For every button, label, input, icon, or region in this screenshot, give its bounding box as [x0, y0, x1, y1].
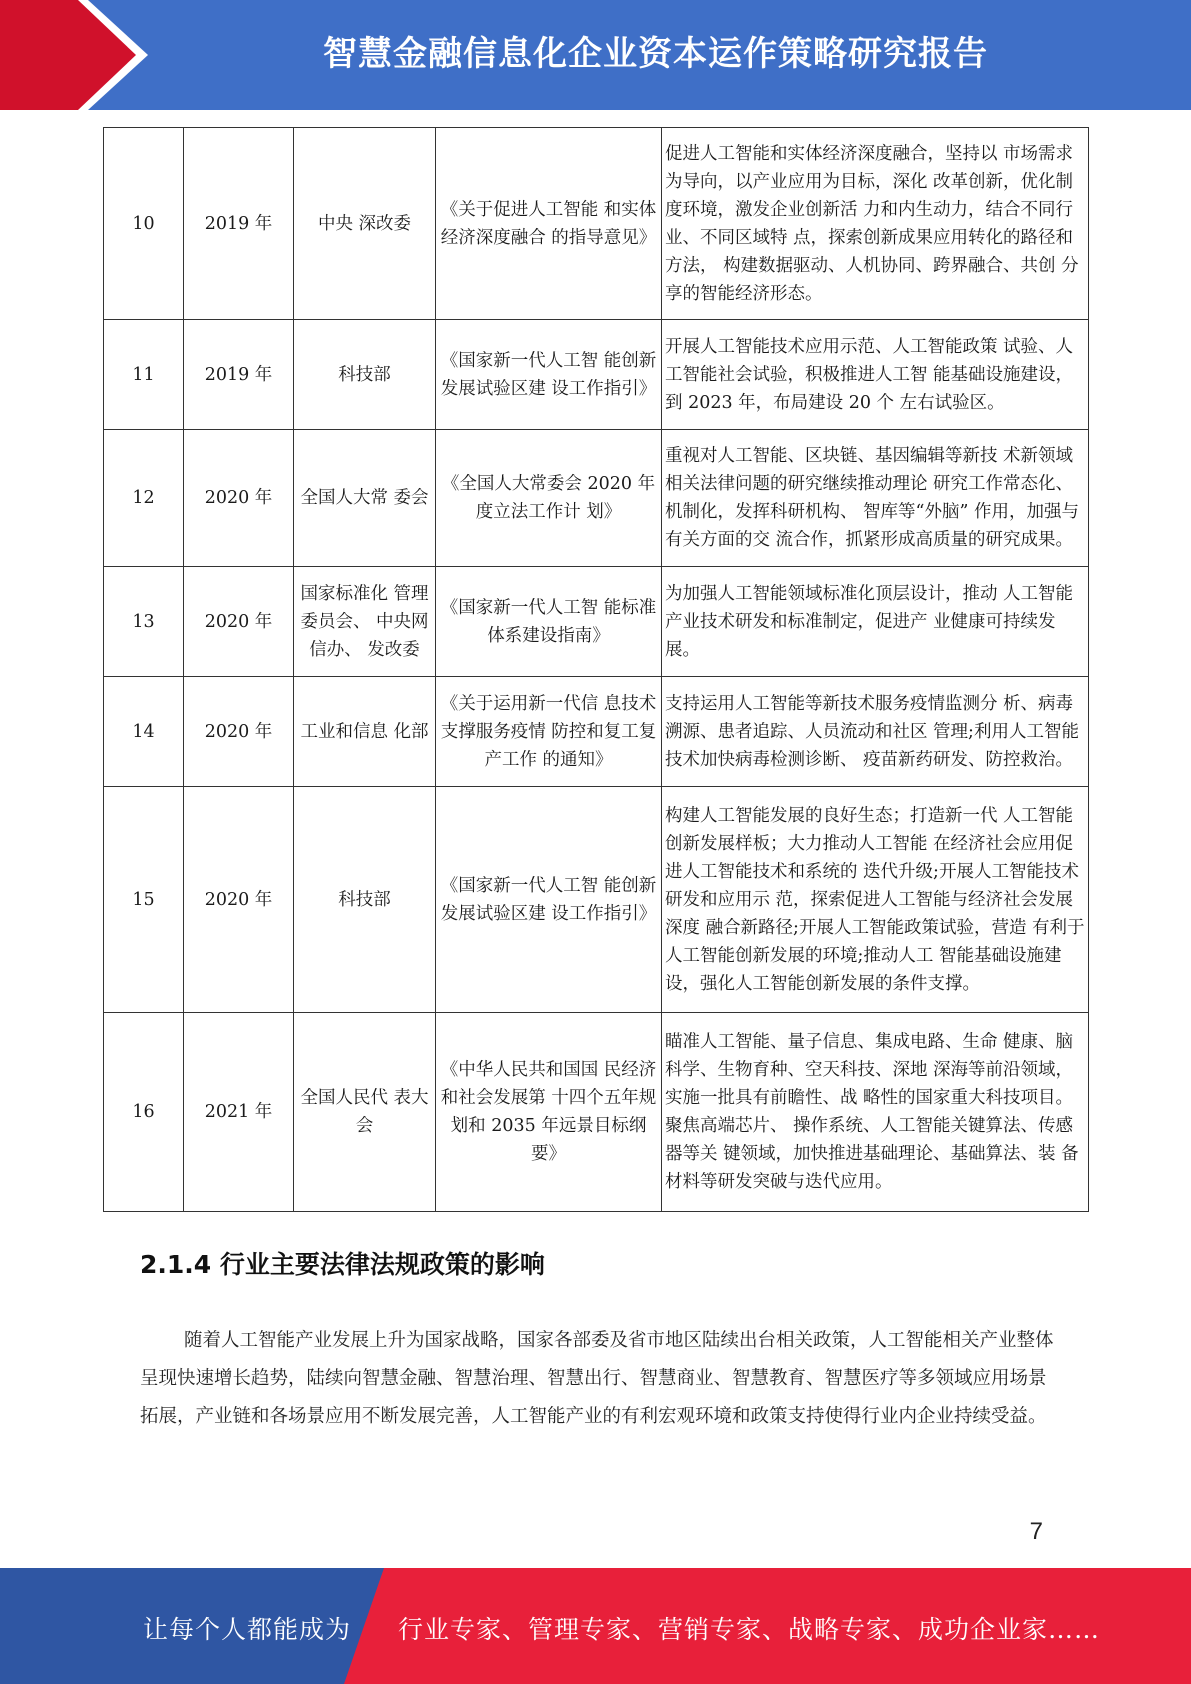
table-row: [104, 128, 1089, 320]
table-row: [104, 787, 1089, 1013]
cell-document: 《国家新一代人工智 能创新发展试验区建 设工作指引》: [436, 787, 662, 1013]
cell-no: 10: [104, 128, 184, 320]
header-banner: [0, 0, 1191, 110]
cell-document: 《中华人民共和国国 民经济和社会发展第 十四个五年规划和 2035 年远景目标纲要》: [436, 1013, 662, 1212]
cell-year: 2020 年: [184, 787, 294, 1013]
cell-no: 15: [104, 787, 184, 1013]
cell-no: 13: [104, 567, 184, 677]
cell-content: 重视对人工智能、区块链、基因编辑等新技 术新领域相关法律问题的研究继续推动理论 研究工作常态化、机制化，发挥科研机构、 智库等“外脑” 作用，加强与有关方面的交 流合作，抓紧形成高质量的研究成果。: [662, 430, 1089, 567]
table-row: [104, 677, 1089, 787]
policy-table: [103, 127, 1089, 1212]
cell-content: 为加强人工智能领域标准化顶层设计，推动 人工智能产业技术研发和标准制定，促进产 业健康可持续发展。: [662, 567, 1089, 677]
footer-slogan-left: 让每个人都能成为: [143, 1615, 352, 1644]
cell-no: 14: [104, 677, 184, 787]
cell-document: 《国家新一代人工智 能创新发展试验区建 设工作指引》: [436, 320, 662, 430]
cell-document: 《国家新一代人工智 能标准体系建设指南》: [436, 567, 662, 677]
cell-year: 2019 年: [184, 128, 294, 320]
cell-issuer: 科技部: [294, 320, 436, 430]
cell-issuer: 工业和信息 化部: [294, 677, 436, 787]
cell-content: 瞄准人工智能、量子信息、集成电路、生命 健康、脑科学、生物育种、空天科技、深地 深海等前沿领域，实施一批具有前瞻性、战 略性的国家重大科技项目。聚焦高端芯片、 操作系统、人工智能关键算法、传感器等关 键领域，加快推进基础理论、基础算法、装 备材料等研发突破与迭代应用。: [662, 1013, 1089, 1212]
table-row: [104, 320, 1089, 430]
table-row: [104, 430, 1089, 567]
cell-issuer: 国家标准化 管理委员会、 中央网信办、 发改委: [294, 567, 436, 677]
cell-issuer: 全国人民代 表大会: [294, 1013, 436, 1212]
cell-year: 2020 年: [184, 430, 294, 567]
cell-no: 12: [104, 430, 184, 567]
cell-document: 《关于运用新一代信 息技术支撑服务疫情 防控和复工复产工作 的通知》: [436, 677, 662, 787]
cell-year: 2020 年: [184, 677, 294, 787]
section-paragraph: 随着人工智能产业发展上升为国家战略，国家各部委及省市地区陆续出台相关政策，人工智能相关产业整体呈现快速增长趋势，陆续向智慧金融、智慧治理、智慧出行、智慧商业、智慧教育、智慧医疗等多领域应用场景拓展，产业链和各场景应用不断发展完善，人工智能产业的有利宏观环境和政策支持使得行业内企业持续受益。: [140, 1330, 1054, 1427]
footer-slogan-right: 行业专家、管理专家、营销专家、战略专家、成功企业家……: [398, 1615, 1101, 1644]
cell-year: 2019 年: [184, 320, 294, 430]
cell-content: 促进人工智能和实体经济深度融合，坚持以 市场需求为导向，以产业应用为目标，深化 改革创新，优化制度环境，激发企业创新活 力和内生动力，结合不同行业、不同区域特 点，探索创新成果应用转化的路径和方法， 构建数据驱动、人机协同、跨界融合、共创 分享的智能经济形态。: [662, 128, 1089, 320]
header-arrow-decoration: [0, 0, 150, 110]
cell-document: 《全国人大常委会 2020 年度立法工作计 划》: [436, 430, 662, 567]
section-heading: 2.1.4 行业主要法律法规政策的影响: [140, 1250, 545, 1279]
page-number: 7: [1029, 1518, 1043, 1545]
cell-no: 16: [104, 1013, 184, 1212]
cell-content: 开展人工智能技术应用示范、人工智能政策 试验、人工智能社会试验，积极推进人工智 能基础设施建设，到 2023 年，布局建设 20 个 左右试验区。: [662, 320, 1089, 430]
report-title: 智慧金融信息化企业资本运作策略研究报告: [323, 34, 988, 74]
cell-no: 11: [104, 320, 184, 430]
table-row: [104, 567, 1089, 677]
table-row: [104, 1013, 1089, 1212]
cell-content: 构建人工智能发展的良好生态；打造新一代 人工智能创新发展样板；大力推动人工智能 在经济社会应用促进人工智能技术和系统的 迭代升级;开展人工智能技术研发和应用示 范，探索促进人工智能与经济社会发展深度 融合新路径;开展人工智能政策试验，营造 有利于人工智能创新发展的环境;推动人工 智能基础设施建设，强化人工智能创新发展的条件支撑。: [662, 787, 1089, 1013]
cell-content: 支持运用人工智能等新技术服务疫情监测分 析、病毒溯源、患者追踪、人员流动和社区 管理;利用人工智能技术加快病毒检测诊断、 疫苗新药研发、防控救治。: [662, 677, 1089, 787]
cell-document: 《关于促进人工智能 和实体经济深度融合 的指导意见》: [436, 128, 662, 320]
cell-issuer: 全国人大常 委会: [294, 430, 436, 567]
footer-banner: [0, 1568, 1191, 1684]
cell-year: 2020 年: [184, 567, 294, 677]
policy-table-body: [104, 128, 1089, 1212]
cell-issuer: 科技部: [294, 787, 436, 1013]
cell-issuer: 中央 深改委: [294, 128, 436, 320]
cell-year: 2021 年: [184, 1013, 294, 1212]
